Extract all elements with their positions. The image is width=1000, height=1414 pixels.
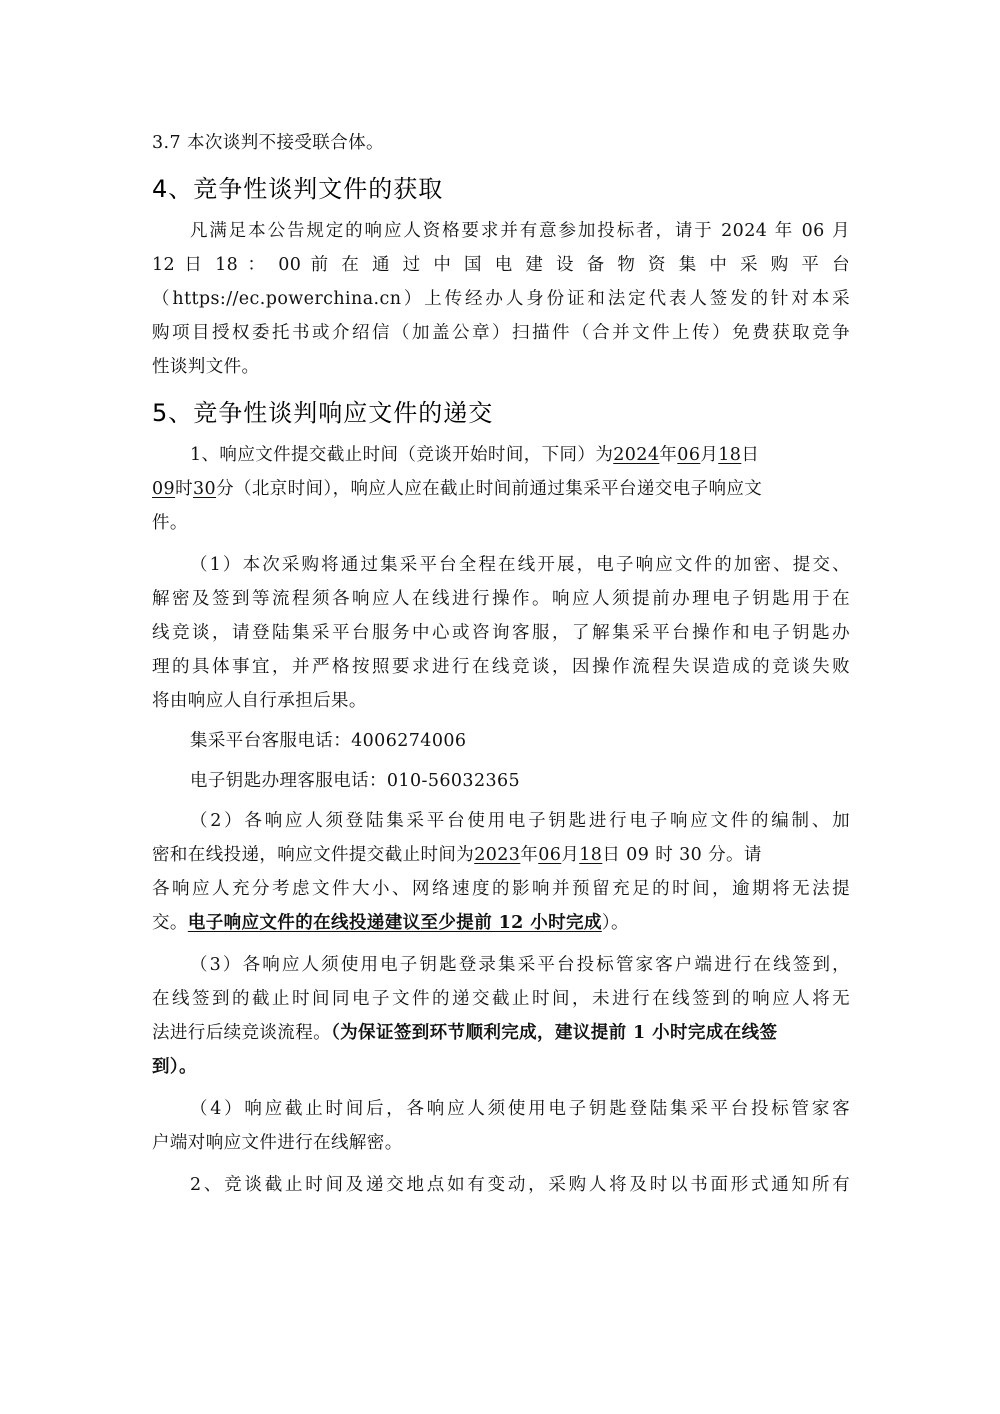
- document-body: [152, 126, 850, 1202]
- paragraph-line: （https://ec.powerchina.cn）上传经办人身份证和法定代表人签发的针对本采: [152, 289, 850, 309]
- paragraph-line: （2）各响应人须登陆集采平台使用电子钥匙进行电子响应文件的编制、加: [190, 811, 850, 831]
- deadline-paragraph: [152, 438, 850, 540]
- signin-advice: （为保证签到环节顺利完成，建议提前 1 小时完成在线签: [331, 1023, 778, 1043]
- paragraph-line: 法进行后续竞谈流程。（为保证签到环节顺利完成，建议提前 1 小时完成在线签: [152, 1023, 778, 1043]
- paragraph-line: 线竞谈，请登陆集采平台服务中心或咨询客服，了解集采平台操作和电子钥匙办: [152, 623, 850, 643]
- clause-3-7: 3.7 本次谈判不接受联合体。: [152, 133, 384, 153]
- ekey-hotline: 电子钥匙办理客服电话：010-56032365: [190, 771, 521, 791]
- deadline-year: 2024: [613, 445, 660, 465]
- paragraph-line: 09时30分（北京时间），响应人应在截止时间前通过集采平台递交电子响应文: [152, 479, 763, 499]
- submission-day: 18: [579, 845, 603, 865]
- advance-notice: 电子响应文件的在线投递建议至少提前 12 小时完成: [187, 913, 602, 933]
- paragraph-line: 户端对响应文件进行在线解密。: [152, 1133, 403, 1153]
- deadline-day: 18: [718, 445, 742, 465]
- section-4-paragraph: [152, 214, 850, 384]
- platform-hotline: 集采平台客服电话：4006274006: [190, 731, 467, 751]
- submission-year: 2023: [474, 845, 521, 865]
- section-5-heading: 5、竞争性谈判响应文件的递交: [152, 399, 494, 427]
- submission-paragraph: [152, 804, 850, 940]
- paragraph-line: （3）各响应人须使用电子钥匙登录集采平台投标管家客户端进行在线签到，: [190, 955, 850, 975]
- paragraph-line: 理的具体事宜，并严格按照要求进行在线竞谈，因操作流程失误造成的竞谈失败: [152, 657, 850, 677]
- online-procedure-paragraph: [152, 548, 850, 718]
- paragraph-line: 凡满足本公告规定的响应人资格要求并有意参加投标者，请于 2024 年 06 月: [190, 221, 850, 241]
- paragraph-line: 解密及签到等流程须各响应人在线进行操作。响应人须提前办理电子钥匙用于在: [152, 589, 850, 609]
- decryption-paragraph: [152, 1092, 850, 1160]
- deadline-month: 06: [677, 445, 701, 465]
- paragraph-line: 密和在线投递，响应文件提交截止时间为2023年06月18日 09 时 30 分。请: [152, 845, 762, 865]
- paragraph-line: 交。电子响应文件的在线投递建议至少提前 12 小时完成）。: [152, 913, 629, 933]
- paragraph-line: 件。: [152, 513, 188, 533]
- paragraph-line: 购项目授权委托书或介绍信（加盖公章）扫描件（合并文件上传）免费获取竞争: [152, 323, 850, 343]
- paragraph-line: （4）响应截止时间后，各响应人须使用电子钥匙登陆集采平台投标管家客: [190, 1099, 850, 1119]
- change-notice-paragraph: 2、竞谈截止时间及递交地点如有变动，采购人将及时以书面形式通知所有: [190, 1175, 850, 1195]
- paragraph-line: 到）。: [152, 1057, 197, 1077]
- submission-month: 06: [538, 845, 562, 865]
- paragraph-line: 性谈判文件。: [152, 357, 260, 377]
- paragraph-line: 在线签到的截止时间同电子文件的递交截止时间，未进行在线签到的响应人将无: [152, 989, 850, 1009]
- paragraph-line: 1、响应文件提交截止时间（竞谈开始时间，下同）为2024年06月18日: [190, 445, 760, 465]
- deadline-minute: 30: [192, 479, 217, 499]
- section-4-heading: 4、竞争性谈判文件的获取: [152, 175, 444, 203]
- paragraph-line: 各响应人充分考虑文件大小、网络速度的影响并预留充足的时间，逾期将无法提: [152, 879, 850, 899]
- paragraph-line: 将由响应人自行承担后果。: [152, 691, 367, 711]
- paragraph-line: （1）本次采购将通过集采平台全程在线开展，电子响应文件的加密、提交、: [190, 555, 850, 575]
- paragraph-line: 12 日 18 ： 00 前 在 通 过 中 国 电 建 设 备 物 资 集 中 采 购 平 台: [152, 255, 850, 275]
- signin-paragraph: [152, 948, 850, 1084]
- deadline-hour: 09: [152, 479, 176, 499]
